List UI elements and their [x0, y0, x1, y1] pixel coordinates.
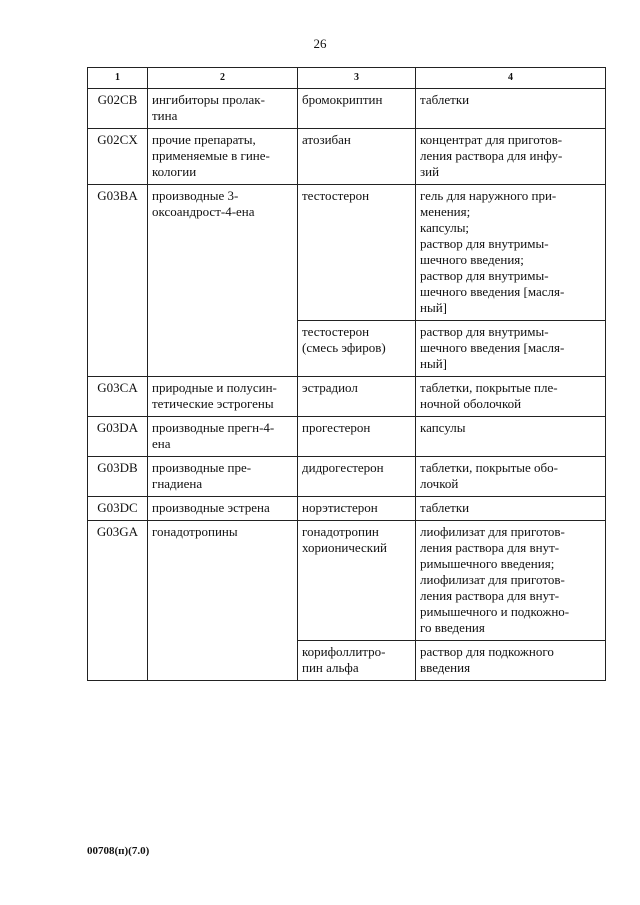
- group-cell: ингибиторы пролак- тина: [148, 89, 298, 129]
- drug-cell: атозибан: [298, 129, 416, 185]
- group-cell: производные эстрена: [148, 497, 298, 521]
- atc-code-cell: G03DA: [88, 417, 148, 457]
- atc-code-cell: G02CX: [88, 129, 148, 185]
- atc-code-cell: G03BA: [88, 185, 148, 377]
- atc-code-cell: G03DB: [88, 457, 148, 497]
- drug-cell: тестостерон: [298, 185, 416, 321]
- group-cell: производные 3- оксоандрост-4-ена: [148, 185, 298, 377]
- form-cell: таблетки, покрытые пле- ночной оболочкой: [416, 377, 606, 417]
- table-row: [88, 417, 606, 457]
- table-row: [88, 89, 606, 129]
- form-cell: лиофилизат для приготов- ления раствора для внут- римышечного введения; лиофилизат для приготов- ления раствора для внут- римышечного и подкожно- го введения: [416, 521, 606, 641]
- table-row: [88, 185, 606, 321]
- header-col-3: 3: [298, 68, 416, 89]
- header-col-1: 1: [88, 68, 148, 89]
- form-cell: гель для наружного при- менения; капсулы; раствор для внутримы- шечного введения; раствор для внутримы- шечного введения [масля- ный]: [416, 185, 606, 321]
- table-header-row: [88, 68, 606, 89]
- table-row: [88, 129, 606, 185]
- drug-cell: дидрогестерон: [298, 457, 416, 497]
- group-cell: производные прегн-4- ена: [148, 417, 298, 457]
- group-cell: производные пре- гнадиена: [148, 457, 298, 497]
- table-row: [88, 377, 606, 417]
- group-cell: гонадотропины: [148, 521, 298, 681]
- group-cell: природные и полусин- тетические эстрогены: [148, 377, 298, 417]
- table-row: [88, 521, 606, 641]
- header-col-4: 4: [416, 68, 606, 89]
- table-row: [88, 497, 606, 521]
- drug-cell: бромокриптин: [298, 89, 416, 129]
- form-cell: концентрат для приготов- ления раствора для инфу- зий: [416, 129, 606, 185]
- table-row: [88, 457, 606, 497]
- drug-cell: прогестерон: [298, 417, 416, 457]
- atc-code-cell: G02CB: [88, 89, 148, 129]
- form-cell: раствор для подкожного введения: [416, 641, 606, 681]
- drug-cell: норэтистерон: [298, 497, 416, 521]
- form-cell: таблетки: [416, 497, 606, 521]
- drug-cell: гонадотропин хорионический: [298, 521, 416, 641]
- drug-cell: тестостерон (смесь эфиров): [298, 321, 416, 377]
- header-col-2: 2: [148, 68, 298, 89]
- atc-code-cell: G03CA: [88, 377, 148, 417]
- atc-code-cell: G03DC: [88, 497, 148, 521]
- page-number: 26: [313, 36, 327, 51]
- group-cell: прочие препараты, применяемые в гине- кологии: [148, 129, 298, 185]
- drug-cell: эстрадиол: [298, 377, 416, 417]
- form-cell: таблетки: [416, 89, 606, 129]
- drug-classification-table: [87, 67, 606, 681]
- drug-cell: корифоллитро- пин альфа: [298, 641, 416, 681]
- atc-code-cell: G03GA: [88, 521, 148, 681]
- form-cell: таблетки, покрытые обо- лочкой: [416, 457, 606, 497]
- document-code: 00708(п)(7.0): [87, 845, 150, 857]
- form-cell: капсулы: [416, 417, 606, 457]
- form-cell: раствор для внутримы- шечного введения [масля- ный]: [416, 321, 606, 377]
